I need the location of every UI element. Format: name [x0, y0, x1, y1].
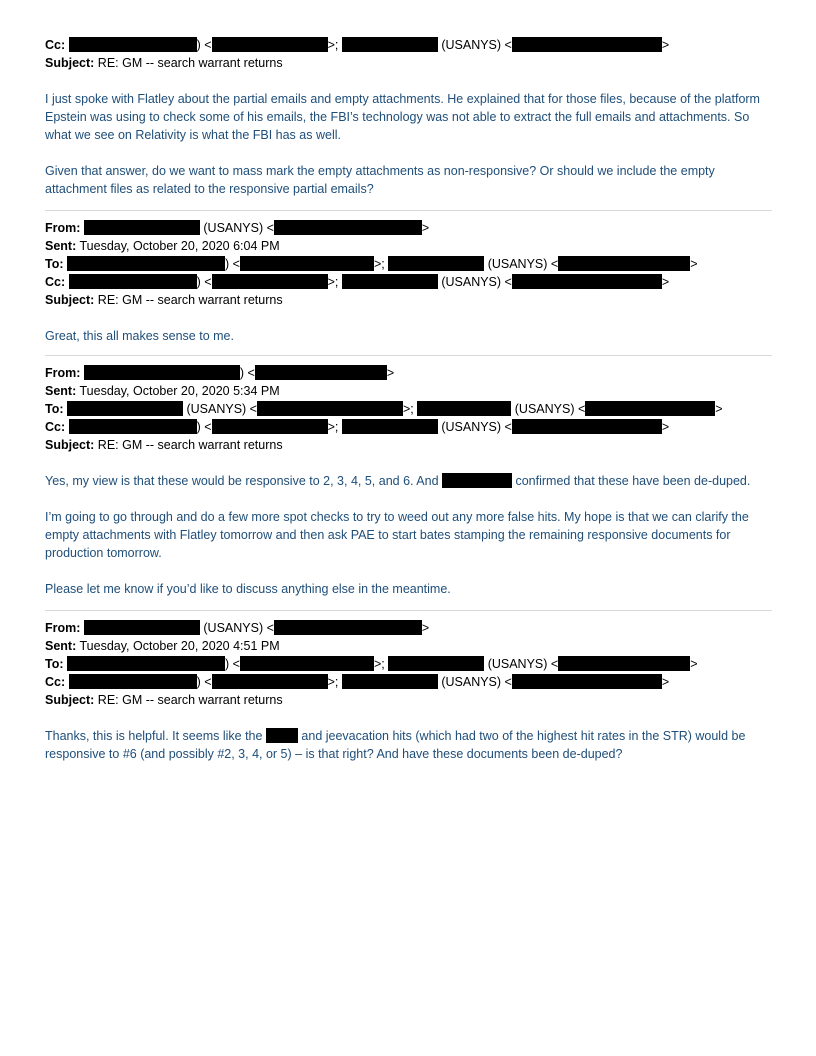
text-fragment: ) <: [196, 275, 212, 289]
redaction: [255, 365, 387, 380]
message-separator: [45, 355, 772, 356]
redaction: [212, 37, 328, 52]
email-body-paragraph: I’m going to go through and do a few more spot checks to try to weed out any more false hits. My hope is that we can clarify the empty attachments with Flatley tomorrow and then ask PAE to start bates stamping the remaining responsive documents for production tomorrow.: [45, 510, 749, 560]
redaction: [240, 256, 374, 271]
text-fragment: >;: [373, 257, 385, 271]
from-label: From:: [45, 221, 81, 235]
redaction: [274, 220, 422, 235]
redaction: [585, 401, 715, 416]
text-fragment: >;: [327, 675, 339, 689]
subject-text: RE: GM -- search warrant returns: [97, 56, 283, 70]
cc-label: Cc:: [45, 38, 66, 52]
text-fragment: >: [421, 221, 430, 235]
from-line: [45, 619, 772, 637]
redaction: [512, 674, 662, 689]
text-fragment: ) <: [225, 257, 240, 271]
text-fragment: >: [661, 38, 670, 52]
text-fragment: (USANYS) <: [441, 38, 512, 52]
text-fragment: >: [715, 402, 723, 416]
redaction: [84, 620, 200, 635]
to-line: [45, 655, 772, 673]
message-separator: [45, 210, 772, 211]
sent-line: [45, 382, 772, 400]
sent-label: Sent:: [45, 239, 77, 253]
redaction: [67, 656, 225, 671]
redaction: [442, 473, 512, 488]
email-body-paragraph: [45, 472, 772, 490]
subject-text: RE: GM -- search warrant returns: [97, 693, 283, 707]
text-fragment: (USANYS) <: [441, 420, 512, 434]
text-fragment: (USANYS) <: [203, 621, 274, 635]
to-label: To:: [45, 657, 64, 671]
text-fragment: confirmed that these have been de-duped.: [512, 474, 751, 488]
text-fragment: >;: [327, 420, 339, 434]
text-fragment: (USANYS) <: [487, 657, 559, 671]
text-fragment: (USANYS) <: [186, 402, 257, 416]
from-line: [45, 364, 772, 382]
redaction: [512, 274, 662, 289]
text-fragment: and jeevacation hits (which had two of the highest hit rates in the STR) would be responsive to #6 (and possibly #2, 3, 4, or 5) – is that right? And have these documents been de-duped?: [45, 729, 746, 761]
from-label: From:: [45, 366, 81, 380]
email-body-paragraph: [45, 727, 772, 763]
text-fragment: Yes, my view is that these would be responsive to 2, 3, 4, 5, and 6. And: [45, 474, 442, 488]
sent-date: Tuesday, October 20, 2020 4:51 PM: [79, 639, 280, 653]
redaction: [342, 274, 438, 289]
sent-label: Sent:: [45, 639, 77, 653]
redaction: [67, 401, 183, 416]
cc-label: Cc:: [45, 675, 66, 689]
subject-label: Subject:: [45, 293, 95, 307]
redaction: [512, 37, 662, 52]
subject-label: Subject:: [45, 693, 95, 707]
redaction: [342, 419, 438, 434]
subject-text: RE: GM -- search warrant returns: [97, 293, 283, 307]
text-fragment: (USANYS) <: [203, 221, 274, 235]
to-label: To:: [45, 257, 64, 271]
from-line: [45, 219, 772, 237]
text-fragment: (USANYS) <: [487, 257, 559, 271]
text-fragment: >: [421, 621, 430, 635]
sent-date: Tuesday, October 20, 2020 6:04 PM: [79, 239, 280, 253]
subject-label: Subject:: [45, 56, 95, 70]
cc-line: [45, 673, 772, 691]
redaction: [266, 728, 298, 743]
text-fragment: Thanks, this is helpful. It seems like the: [45, 729, 266, 743]
email-body-paragraph: Given that answer, do we want to mass mark the empty attachments as non-responsive? Or should we include the empty attachment files as related to the responsive partial emails?: [45, 164, 715, 196]
sent-line: [45, 637, 772, 655]
text-fragment: ) <: [196, 420, 212, 434]
from-label: From:: [45, 621, 81, 635]
subject-text: RE: GM -- search warrant returns: [97, 438, 283, 452]
redaction: [274, 620, 422, 635]
cc-label: Cc:: [45, 275, 66, 289]
to-line: [45, 255, 772, 273]
text-fragment: ) <: [196, 38, 212, 52]
redaction: [69, 419, 197, 434]
text-fragment: (USANYS) <: [441, 275, 512, 289]
subject-line: [45, 54, 772, 72]
redaction: [240, 656, 374, 671]
text-fragment: >;: [327, 275, 339, 289]
redaction: [342, 37, 438, 52]
redaction: [388, 256, 484, 271]
cc-label: Cc:: [45, 420, 66, 434]
redaction: [212, 419, 328, 434]
redaction: [257, 401, 403, 416]
text-fragment: >;: [327, 38, 339, 52]
cc-line: [45, 418, 772, 436]
text-fragment: ) <: [239, 366, 255, 380]
to-label: To:: [45, 402, 64, 416]
redaction: [212, 274, 328, 289]
email-body-paragraph: Please let me know if you’d like to discuss anything else in the meantime.: [45, 582, 451, 596]
text-fragment: >: [690, 257, 698, 271]
redaction: [84, 365, 240, 380]
cc-line: [45, 36, 772, 54]
cc-line: [45, 273, 772, 291]
redaction: [512, 419, 662, 434]
redaction: [69, 37, 197, 52]
sent-label: Sent:: [45, 384, 77, 398]
email-body-paragraph: I just spoke with Flatley about the partial emails and empty attachments. He explained that for those files, because of the platform Epstein was using to check some of his emails, the FBI’s technology was not able to extract the full emails and attachments. So what we see on Relativity is what the FBI has as well.: [45, 92, 760, 142]
redaction: [69, 274, 197, 289]
subject-line: [45, 691, 772, 709]
redaction: [388, 656, 484, 671]
subject-label: Subject:: [45, 438, 95, 452]
subject-line: [45, 291, 772, 309]
to-line: [45, 400, 772, 418]
redaction: [342, 674, 438, 689]
redaction: [212, 674, 328, 689]
text-fragment: >: [661, 420, 670, 434]
redaction: [69, 674, 197, 689]
message-separator: [45, 610, 772, 611]
email-thread: [45, 36, 772, 763]
text-fragment: >: [386, 366, 395, 380]
text-fragment: >: [661, 675, 670, 689]
redaction: [417, 401, 511, 416]
sent-line: [45, 237, 772, 255]
sent-date: Tuesday, October 20, 2020 5:34 PM: [79, 384, 280, 398]
redaction: [558, 656, 690, 671]
subject-line: [45, 436, 772, 454]
text-fragment: >: [661, 275, 670, 289]
redaction: [67, 256, 225, 271]
email-body-paragraph: Great, this all makes sense to me.: [45, 329, 234, 343]
text-fragment: (USANYS) <: [441, 675, 512, 689]
redaction: [84, 220, 200, 235]
text-fragment: ) <: [225, 657, 240, 671]
redaction: [558, 256, 690, 271]
text-fragment: (USANYS) <: [514, 402, 586, 416]
text-fragment: >;: [373, 657, 385, 671]
text-fragment: >: [690, 657, 698, 671]
text-fragment: >;: [403, 402, 414, 416]
text-fragment: ) <: [196, 675, 212, 689]
